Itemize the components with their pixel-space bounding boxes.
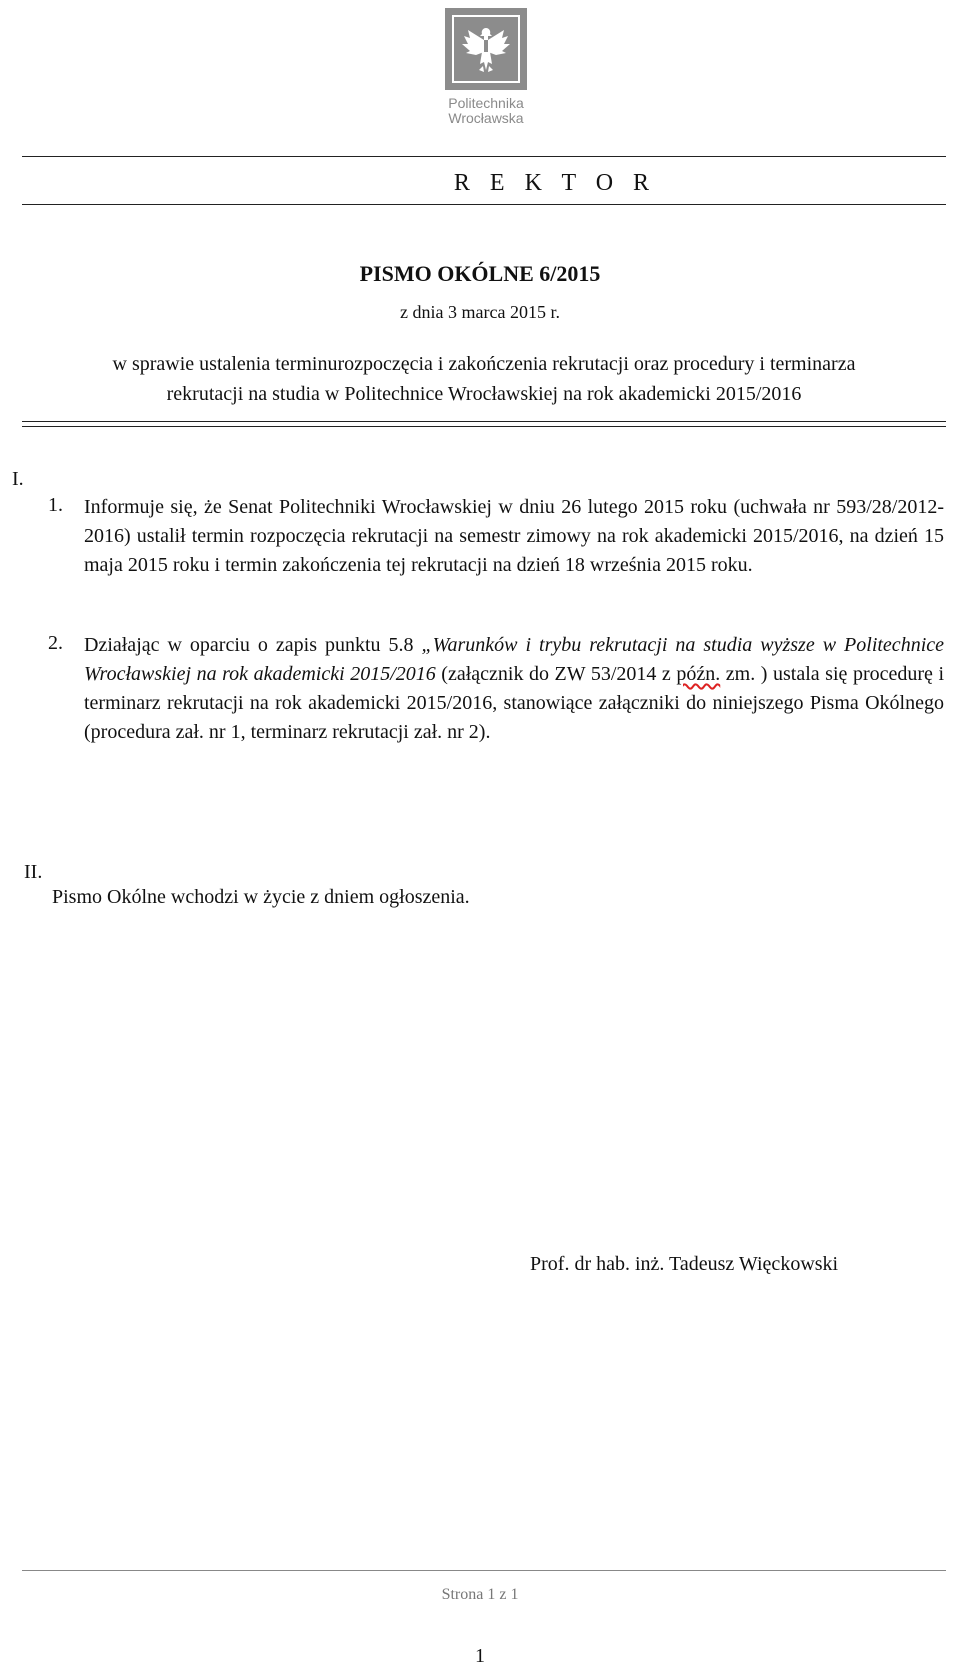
rektor-heading: R E K T O R	[453, 170, 657, 196]
item-2-text-b: (załącznik do ZW 53/2014 z	[435, 663, 677, 685]
logo-wordmark	[420, 96, 552, 126]
header-rule-top	[22, 156, 946, 157]
section-2-text: Pismo Okólne wchodzi w życie z dniem ogłoszenia.	[52, 886, 470, 908]
item-2-number: 2.	[48, 632, 63, 654]
document-title: PISMO OKÓLNE 6/2015	[359, 261, 601, 286]
item-1-number: 1.	[48, 494, 63, 516]
item-2-text	[84, 631, 944, 747]
item-2-text-italic: „Warunków i trybu rekrutacji na studia wyższe w Politechnice Wrocławskiej na rok akademicki 2015/2016	[84, 634, 944, 685]
item-2-text-a: Działając w oparciu o zapis punktu 5.8	[84, 634, 422, 656]
logo-line-1: Politechnika	[448, 95, 524, 111]
document-date: z dnia 3 marca 2015 r.	[400, 302, 560, 322]
subject-rule-2	[22, 426, 946, 427]
item-2-text-spellcheck: późn.	[676, 663, 721, 685]
section-2-label: II.	[24, 861, 43, 883]
footer-page-label: Strona 1 z 1	[441, 1586, 519, 1603]
footer-rule	[22, 1570, 946, 1571]
university-logo	[445, 8, 527, 90]
subject-rule-1	[22, 421, 946, 422]
section-1-label: I.	[12, 468, 24, 490]
document-subject	[22, 349, 946, 409]
item-1-text: Informuje się, że Senat Politechniki Wrocławskiej w dniu 26 lutego 2015 roku (uchwała nr 593/28/2012-2016) ustalił termin rozpoczęcia rekrutacji na semestr zimowy na rok akademicki 2015/2016, na dzień 15 maja 2015 roku i termin zakończenia tej rekrutacji na dzień 18 września 2015 roku.	[84, 496, 944, 576]
subject-line-2: rekrutacji na studia w Politechnice Wrocławskiej na rok akademicki 2015/2016	[166, 383, 802, 405]
page-number: 1	[475, 1645, 485, 1667]
header-rule-bottom	[22, 204, 946, 205]
subject-line-1: w sprawie ustalenia terminurozpoczęcia i zakończenia rekrutacji oraz procedury i terminarza	[112, 353, 856, 375]
item-2-text-c: zm. ) ustala się procedurę i terminarz rekrutacji na rok akademicki 2015/2016, stanowiące załączniki do niniejszego Pisma Okólnego (procedura zał. nr 1, terminarz rekrutacji zał. nr 2).	[84, 663, 944, 743]
logo-line-2: Wrocławska	[448, 110, 524, 126]
signature: Prof. dr hab. inż. Tadeusz Więckowski	[530, 1253, 839, 1275]
eagle-crest-icon	[445, 8, 527, 90]
